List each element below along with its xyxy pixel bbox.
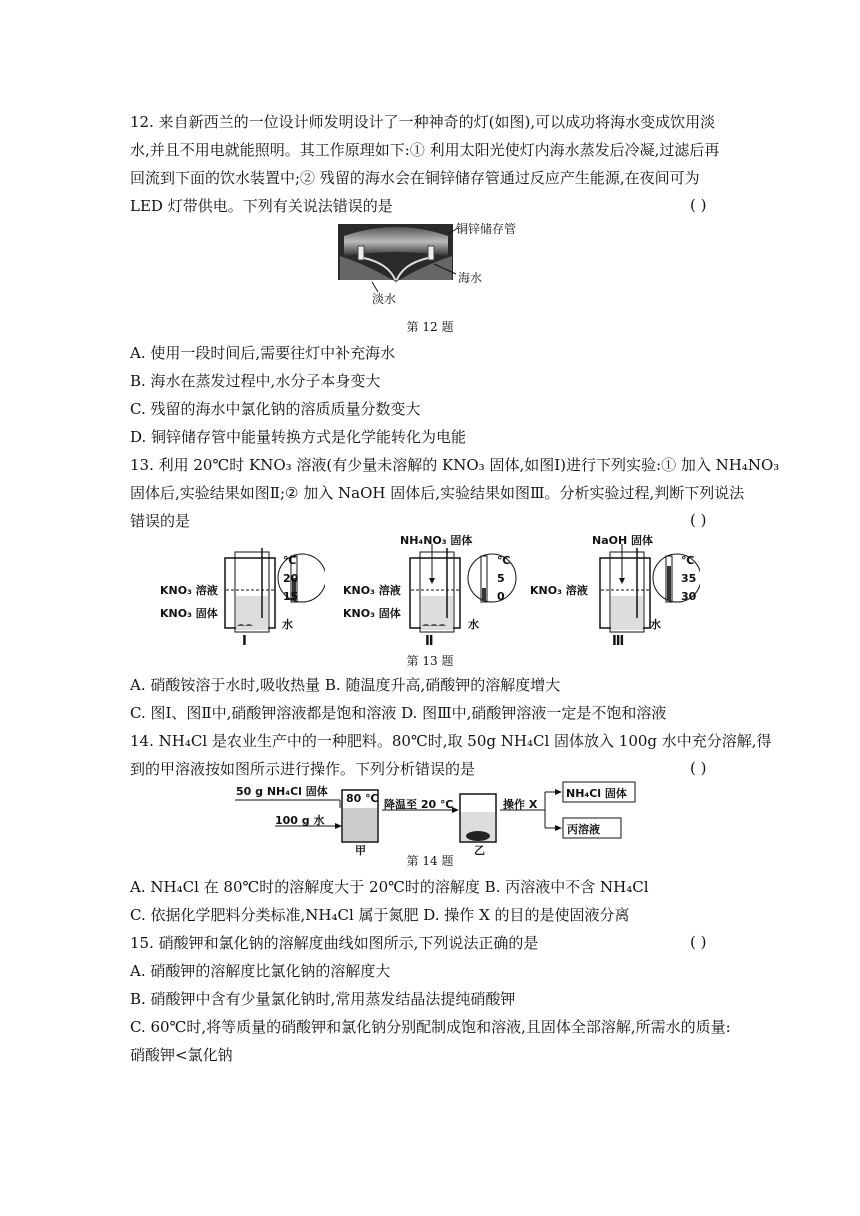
q12-option-b: B. 海水在蒸发过程中,水分子本身变大 [130, 372, 381, 390]
q15-answer-blank: ( ) [690, 933, 707, 951]
q13-caption: 第 13 题 [406, 654, 454, 668]
q14-label-out-solution: 丙溶液 [567, 823, 600, 836]
q13-fig1-label-water: 水 [282, 618, 293, 631]
q13-figure-1 [215, 538, 325, 648]
q12-line-1: 12. 来自新西兰的一位设计师发明设计了一种神奇的灯(如图),可以成功将海水变成饮用淡 [130, 113, 716, 131]
q12-line-4: LED 灯带供电。下列有关说法错误的是 [130, 197, 393, 215]
q14-caption: 第 14 题 [406, 854, 454, 868]
q14-label-yi: 乙 [474, 844, 485, 857]
q12-label-freshwater: 淡水 [372, 292, 397, 306]
q14-label-cool: 降温至 20 ℃ [384, 798, 454, 811]
q13-fig1-label-solid: KNO₃ 固体 [160, 607, 218, 620]
q13-fig2-label-water: 水 [468, 618, 479, 631]
q14-line-1: 14. NH₄Cl 是农业生产中的一种肥料。80℃时,取 50g NH₄Cl 固体放入 100g 水中充分溶解,得 [130, 732, 772, 750]
q15-line-1: 15. 硝酸钾和氯化钠的溶解度曲线如图所示,下列说法正确的是 [130, 934, 539, 952]
q12-option-a: A. 使用一段时间后,需要往灯中补充海水 [130, 344, 396, 362]
q13-fig2-label-added: NH₄NO₃ 固体 [400, 534, 473, 547]
q14-label-water-in: 100 g 水 [275, 814, 325, 827]
q13-line-3: 错误的是 [130, 512, 191, 530]
q13-fig1-label-solution: KNO₃ 溶液 [160, 584, 218, 597]
q15-option-b: B. 硝酸钾中含有少量氯化钠时,常用蒸发结晶法提纯硝酸钾 [130, 990, 516, 1008]
q13-line-1: 13. 利用 20℃时 KNO₃ 溶液(有少量未溶解的 KNO₃ 固体,如图Ⅰ)进行下列实验:① 加入 NH₄NO₃ [130, 456, 780, 474]
q12-answer-blank: ( ) [690, 196, 707, 214]
q12-option-c: C. 残留的海水中氯化钠的溶质质量分数变大 [130, 400, 421, 418]
q14-answer-blank: ( ) [690, 759, 707, 777]
q15-option-c-cont: 硝酸钾<氯化钠 [130, 1046, 233, 1064]
q14-options-cd: C. 依据化学肥料分类标准,NH₄Cl 属于氮肥 D. 操作 X 的目的是使固液分离 [130, 906, 630, 924]
q13-fig3-label-solution: KNO₃ 溶液 [530, 584, 588, 597]
q12-option-d: D. 铜锌储存管中能量转换方式是化学能转化为电能 [130, 428, 467, 446]
q14-label-jia: 甲 [355, 844, 366, 857]
q13-fig3-tick-high: 35 [681, 572, 697, 585]
q13-fig3-label-added: NaOH 固体 [592, 534, 654, 547]
q13-fig2-unit: ℃ [497, 554, 511, 567]
q13-fig2-number: Ⅱ [425, 634, 434, 649]
q15-option-a: A. 硝酸钾的溶解度比氯化钠的溶解度大 [130, 962, 391, 980]
q13-fig1-unit: ℃ [283, 554, 297, 567]
q13-fig3-tick-low: 30 [681, 590, 697, 603]
q12-label-tube: 铜锌储存管 [456, 222, 517, 236]
q13-fig1-tick-low: 15 [283, 590, 299, 603]
q13-fig2-label-solution: KNO₃ 溶液 [343, 584, 401, 597]
q13-fig2-label-solid: KNO₃ 固体 [343, 607, 401, 620]
q13-options-cd: C. 图Ⅰ、图Ⅱ中,硝酸钾溶液都是饱和溶液 D. 图Ⅲ中,硝酸钾溶液一定是不饱和溶液 [130, 704, 667, 722]
q13-options-ab: A. 硝酸铵溶于水时,吸收热量 B. 随温度升高,硝酸钾的溶解度增大 [130, 676, 561, 694]
q13-fig2-tick-low: 0 [497, 590, 505, 603]
q14-line-2: 到的甲溶液按如图所示进行操作。下列分析错误的是 [130, 760, 476, 778]
q14-label-solid-in: 50 g NH₄Cl 固体 [236, 785, 328, 798]
q14-options-ab: A. NH₄Cl 在 80℃时的溶解度大于 20℃时的溶解度 B. 丙溶液中不含 NH₄Cl [130, 878, 649, 896]
q13-fig1-number: Ⅰ [242, 634, 247, 649]
q15-option-c: C. 60℃时,将等质量的硝酸钾和氯化钠分别配制成饱和溶液,且固体全部溶解,所需水的质量: [130, 1018, 731, 1036]
q13-fig3-unit: ℃ [681, 554, 695, 567]
q14-label-operation: 操作 X [503, 798, 538, 811]
q13-fig3-number: Ⅲ [612, 634, 625, 649]
q12-caption: 第 12 题 [406, 320, 454, 334]
q13-fig2-tick-high: 5 [497, 572, 505, 585]
q13-fig3-label-water: 水 [650, 618, 661, 631]
q13-fig1-tick-high: 20 [283, 572, 299, 585]
q14-label-out-solid: NH₄Cl 固体 [566, 787, 627, 800]
q14-label-temp: 80 ℃ [346, 792, 379, 805]
q12-line-2: 水,并且不用电就能照明。其工作原理如下:① 利用太阳光使灯内海水蒸发后冷凝,过滤后再 [130, 141, 720, 159]
q12-label-seawater: 海水 [458, 271, 483, 285]
q12-line-3: 回流到下面的饮水装置中;② 残留的海水会在铜锌储存管通过反应产生能源,在夜间可为 [130, 169, 700, 187]
q13-line-2: 固体后,实验结果如图Ⅱ;② 加入 NaOH 固体后,实验结果如图Ⅲ。分析实验过程,判断下列说法 [130, 484, 745, 502]
q13-answer-blank: ( ) [690, 511, 707, 529]
